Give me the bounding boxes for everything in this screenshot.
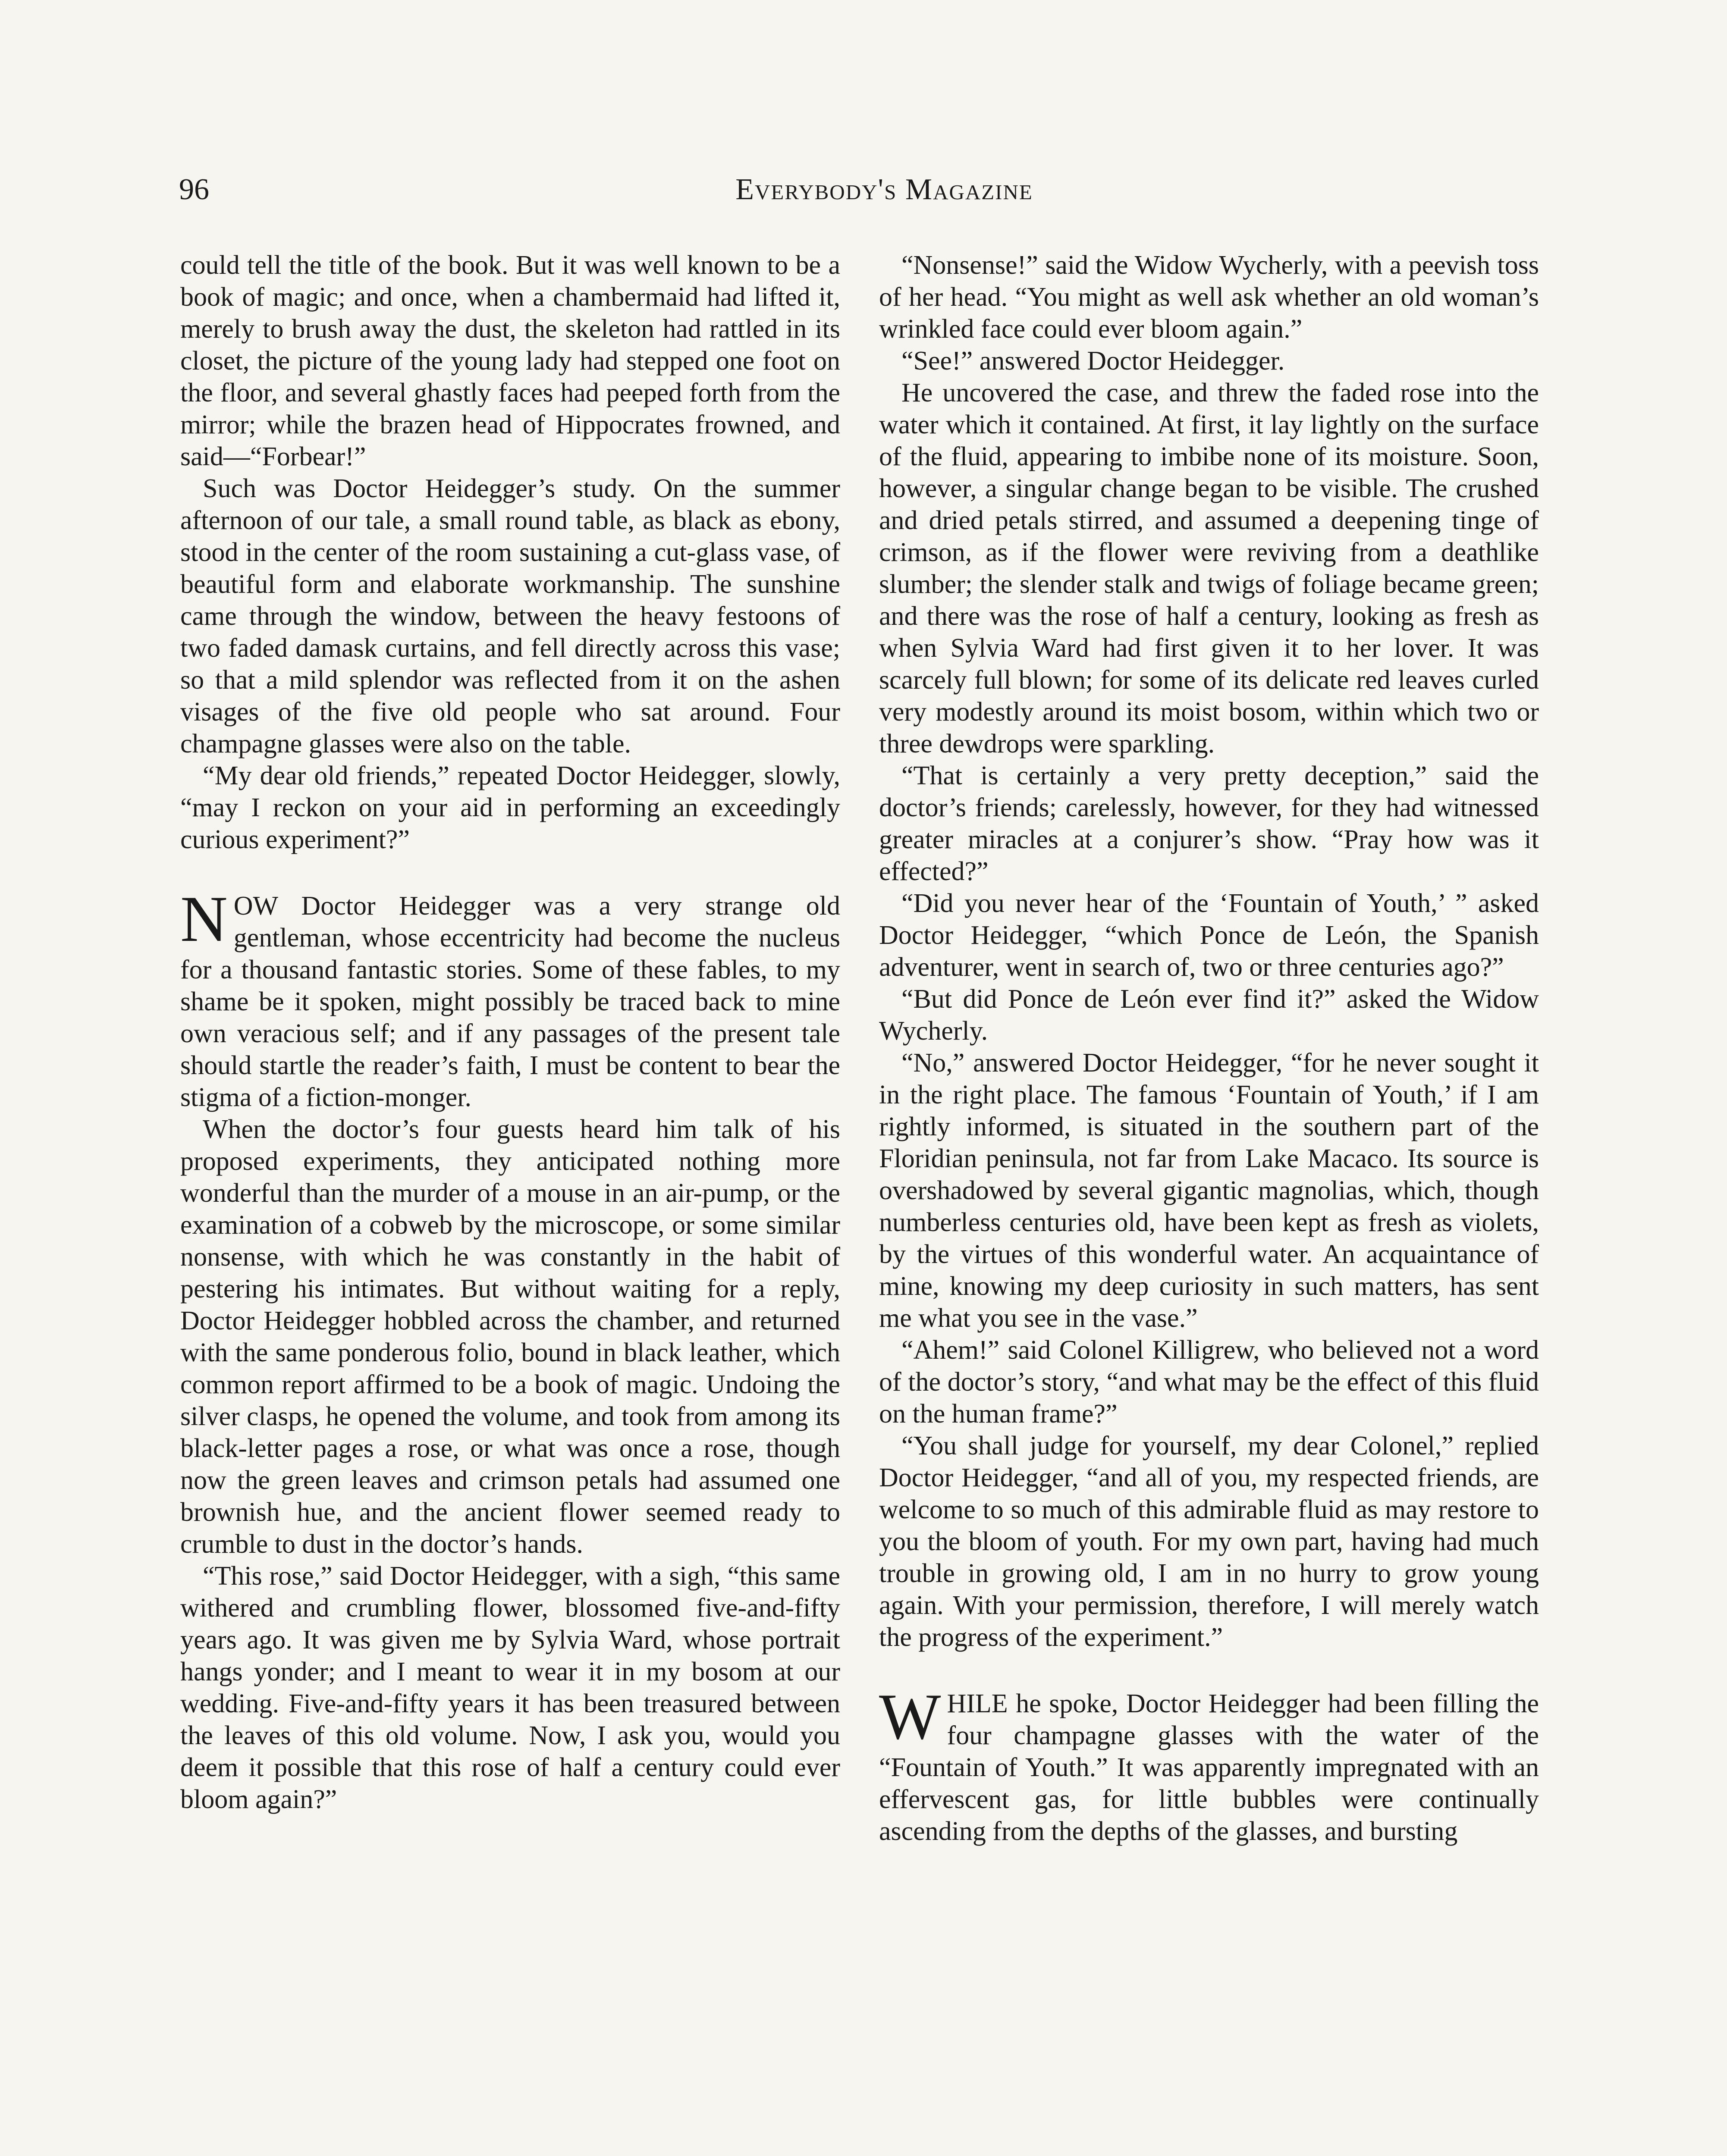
paragraph: “That is certainly a very pretty deception,” said the doctor’s friends; carelessly, however, for they had witnessed greater miracles at a conjurer’s show. “Pray how was it effected?”: [879, 761, 1539, 886]
drop-cap: W: [879, 1680, 941, 1753]
paragraph: “My dear old friends,” repeated Doctor Heidegger, slowly, “may I reckon on your aid in performing an exceedingly curious experiment?”: [180, 761, 840, 854]
paragraph: “But did Ponce de León ever find it?” asked the Widow Wycherly.: [879, 984, 1539, 1046]
paragraph: He uncovered the case, and threw the faded rose into the water which it contained. At first, it lay lightly on the surface of the fluid, appearing to imbibe none of its moisture. Soon, however, a singular change began to be visible. The crushed and dried petals stirred, and assumed a deepening tinge of crimson, as if the flower were reviving from a deathlike slumber; the slender stalk and twigs of foliage became green; and there was the rose of half a century, looking as fresh as when Sylvia Ward had first given it to her lover. It was scarcely full blown; for some of its delicate red leaves curled very modestly around its moist bosom, within which two or three dewdrops were sparkling.: [879, 378, 1539, 758]
section-start: [879, 1680, 1539, 1847]
paragraph: “Ahem!” said Colonel Killigrew, who believed not a word of the doctor’s story, “and what may be the effect of this fluid on the human frame?”: [879, 1335, 1539, 1429]
paragraph: “See!” answered Doctor Heidegger.: [901, 346, 1285, 376]
paragraph: “Nonsense!” said the Widow Wycherly, with a peevish toss of her head. “You might as well ask whether an old woman’s wrinkled face could ever bloom again.”: [879, 251, 1539, 344]
left-column: [180, 249, 840, 1815]
paragraph: Such was Doctor Heidegger’s study. On the summer afternoon of our tale, a small round table, as black as ebony, stood in the center of the room sustaining a cut-glass vase, of beautiful form and elaborate workmanship. The sunshine came through the window, between the heavy festoons of two faded damask curtains, and fell directly across this vase; so that a mild splendor was reflected from it on the ashen visages of the five old people who sat around. Four champagne glasses were also on the table.: [180, 474, 840, 758]
paragraph: “This rose,” said Doctor Heidegger, with a sigh, “this same withered and crumbling flower, blossomed five-and-fifty years ago. It was given me by Sylvia Ward, whose portrait hangs yonder; and I meant to wear it in my bosom at our wedding. Five-and-fifty years it has been treasured between the leaves of this old volume. Now, I ask you, would you deem it possible that this rose of half a century could ever bloom again?”: [180, 1561, 840, 1814]
right-column: [879, 249, 1539, 1847]
paragraph: “Did you never hear of the ‘Fountain of Youth,’ ” asked Doctor Heidegger, “which Ponce de León, the Spanish adventurer, went in search of, two or three centuries ago?”: [879, 889, 1539, 982]
paragraph: OW Doctor Heidegger was a very strange old gentleman, whose eccentricity had become the nucleus for a thousand fantastic stories. Some of these fables, to my shame be it spoken, might possibly be traced back to mine own veracious self; and if any passages of the present tale should startle the reader’s faith, I must be content to bear the stigma of a fiction-monger.: [180, 891, 840, 1112]
page-number: 96: [179, 173, 209, 206]
paragraph: When the doctor’s four guests heard him talk of his proposed experiments, they anticipated nothing more wonderful than the murder of a mouse in an air-pump, or the examination of a cobweb by the microscope, or some similar nonsense, with which he was constantly in the habit of pestering his intimates. But without waiting for a reply, Doctor Heidegger hobbled across the chamber, and returned with the same ponderous folio, bound in black leather, which common report affirmed to be a book of magic. Undoing the silver clasps, he opened the volume, and took from among its black-letter pages a rose, or what was once a rose, though now the green leaves and crimson petals had assumed one brownish hue, and the ancient flower seemed ready to crumble to dust in the doctor’s hands.: [180, 1115, 840, 1559]
paragraph: “You shall judge for yourself, my dear Colonel,” replied Doctor Heidegger, “and all of you, my respected friends, are welcome to so much of this admirable fluid as may restore to you the bloom of youth. For my own part, having had much trouble in growing old, I am in no hurry to grow young again. With your permission, therefore, I will merely watch the progress of the experiment.”: [879, 1431, 1539, 1652]
drop-cap: N: [180, 883, 228, 955]
paragraph: HILE he spoke, Doctor Heidegger had been filling the four champagne glasses with the water of the “Fountain of Youth.” It was apparently impregnated with an effervescent gas, for little bubbles were continually ascending from the depths of the glasses, and bursting: [879, 1689, 1539, 1846]
running-header: Everybody's Magazine: [735, 173, 1033, 206]
paragraph: “No,” answered Doctor Heidegger, “for he never sought it in the right place. The famous ‘Fountain of Youth,’ if I am rightly informed, is situated in the southern part of the Floridian peninsula, not far from Lake Macaco. Its source is overshadowed by several gigantic magnolias, which, though numberless centuries old, have been kept as fresh as violets, by the virtues of this wonderful water. An acquaintance of mine, knowing my deep curiosity in such matters, has sent me what you see in the vase.”: [879, 1048, 1539, 1333]
paragraph: could tell the title of the book. But it was well known to be a book of magic; and once, when a chambermaid had lifted it, merely to brush away the dust, the skeleton had rattled in its closet, the picture of the young lady had stepped one foot on the floor, and several ghastly faces had peeped forth from the mirror; while the brazen head of Hippocrates frowned, and said—“Forbear!”: [180, 251, 840, 471]
section-start: [180, 883, 840, 1113]
